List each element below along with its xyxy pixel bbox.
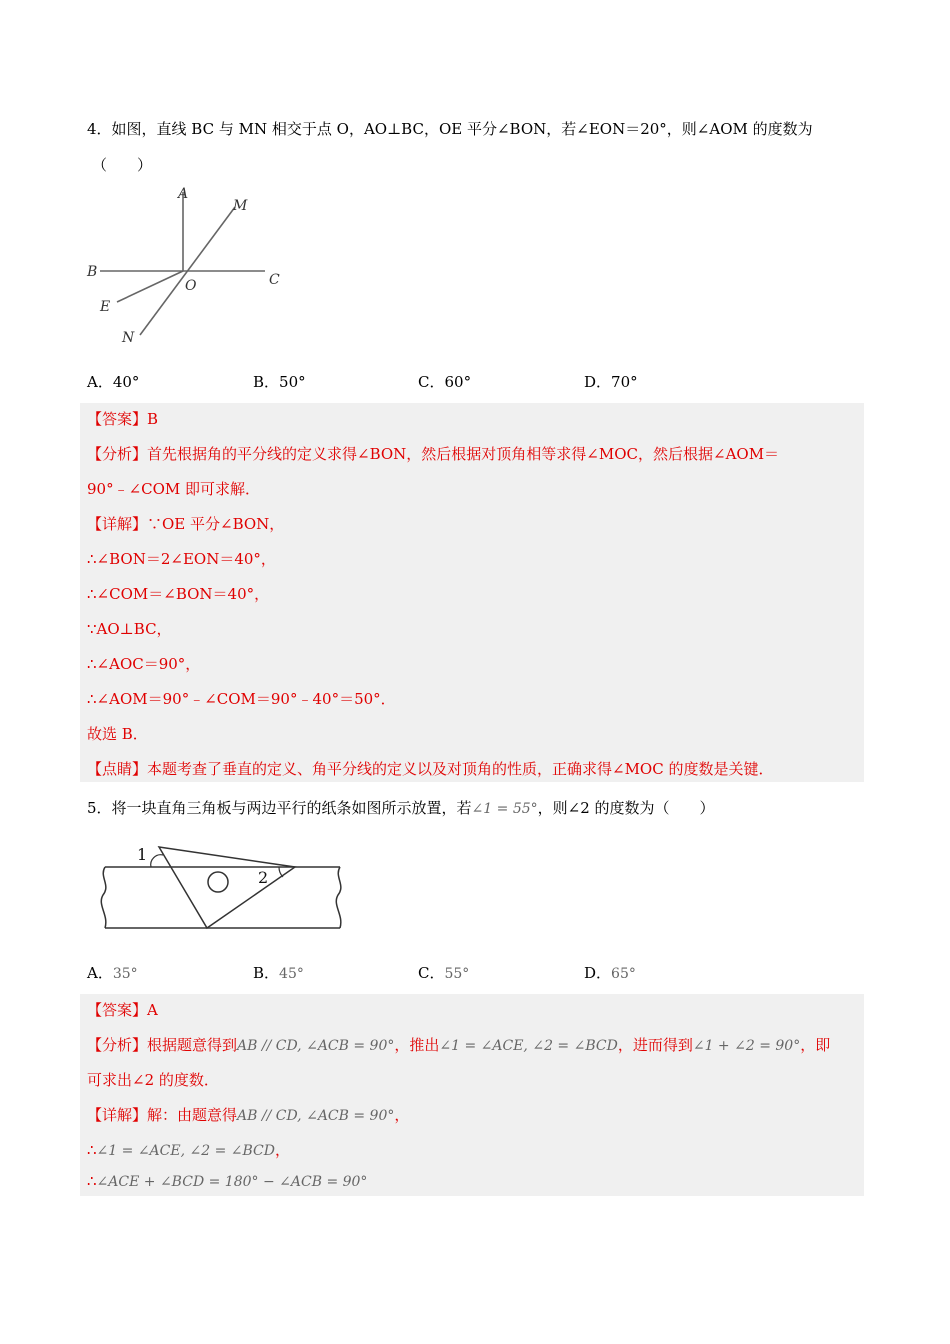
q4-solution-box (80, 403, 864, 782)
strip-left-end (101, 867, 106, 928)
q5-detail: 【详解】解：由题意得AB // CD, ∠ACB = 90°， (87, 1106, 410, 1124)
label-m: M (233, 198, 248, 214)
q4-analysis-cont: 90°﹣∠COM 即可求解． (87, 480, 261, 498)
q4-step-6: 故选 B． (87, 725, 148, 743)
set-square-hole (208, 872, 228, 892)
label-c: C (269, 272, 280, 288)
q4-figure (80, 180, 290, 350)
q5-analysis: 【分析】根据题意得到AB // CD, ∠ACB = 90°，推出∠1 = ∠ACE, ∠2 = ∠BCD，进而得到∠1 + ∠2 = 90°，即 (87, 1036, 831, 1054)
angle-1-arc (151, 855, 163, 867)
q5-step-2: ∴∠ACE + ∠BCD = 180° − ∠ACB = 90° (87, 1172, 368, 1190)
angle-2-label: 2 (258, 868, 269, 887)
q5-stem: 5．将一块直角三角板与两边平行的纸条如图所示放置，若∠1 = 55°，则∠2 的度数为（ ） (87, 799, 715, 817)
q4-comment: 【点睛】本题考查了垂直的定义、角平分线的定义以及对顶角的性质，正确求得∠MOC 的度数是关键． (87, 760, 774, 778)
q4-detail: 【详解】∵OE 平分∠BON， (87, 515, 285, 533)
q4-step-1: ∴∠BON＝2∠EON＝40°， (87, 550, 276, 568)
q4-analysis: 【分析】首先根据角的平分线的定义求得∠BON，然后根据对顶角相等求得∠MOC，然后根据∠AOM＝ (87, 445, 780, 463)
q4-answer-paren: （ ） (92, 156, 153, 174)
strip-right-end (336, 867, 341, 928)
q4-choices (87, 371, 787, 393)
q4-step-4: ∴∠AOC＝90°， (87, 655, 201, 673)
q4-choice-b[interactable]: B．50° (253, 373, 306, 391)
label-n: N (122, 330, 135, 346)
label-e: E (100, 299, 111, 315)
q5-stem-math: ∠1 = 55° (471, 801, 538, 817)
label-b: B (87, 264, 98, 280)
q4-choice-a[interactable]: A．40° (87, 373, 140, 391)
q5-solution-box (80, 994, 864, 1196)
angle-1-label: 1 (137, 845, 148, 864)
q4-step-2: ∴∠COM＝∠BON＝40°， (87, 585, 270, 603)
q4-step-5: ∴∠AOM＝90°﹣∠COM＝90°﹣40°＝50°． (87, 690, 396, 708)
q5-step-1: ∴∠1 = ∠ACE, ∠2 = ∠BCD， (87, 1141, 290, 1159)
q5-choice-b[interactable]: B．45° (253, 964, 304, 982)
q5-answer: 【答案】A (87, 1001, 158, 1019)
q4-answer: 【答案】B (87, 410, 159, 428)
q5-figure (95, 833, 355, 935)
q4-step-3: ∵AO⊥BC， (87, 620, 172, 638)
q5-analysis-cont: 可求出∠2 的度数． (87, 1071, 219, 1089)
label-a: A (178, 186, 189, 202)
q5-choice-d[interactable]: D．65° (584, 964, 636, 982)
q5-choice-a[interactable]: A．35° (87, 964, 138, 982)
q5-choice-c[interactable]: C．55° (418, 964, 470, 982)
label-o: O (185, 278, 197, 294)
ray-oe (117, 271, 183, 302)
q4-stem: 4．如图，直线 BC 与 MN 相交于点 O，AO⊥BC，OE 平分∠BON，若∠EON＝20°，则∠AOM 的度数为 (87, 120, 813, 138)
angle-2-arc (279, 867, 283, 877)
q5-choices (87, 962, 787, 984)
q4-choice-d[interactable]: D．70° (584, 373, 638, 391)
q4-choice-c[interactable]: C．60° (418, 373, 472, 391)
